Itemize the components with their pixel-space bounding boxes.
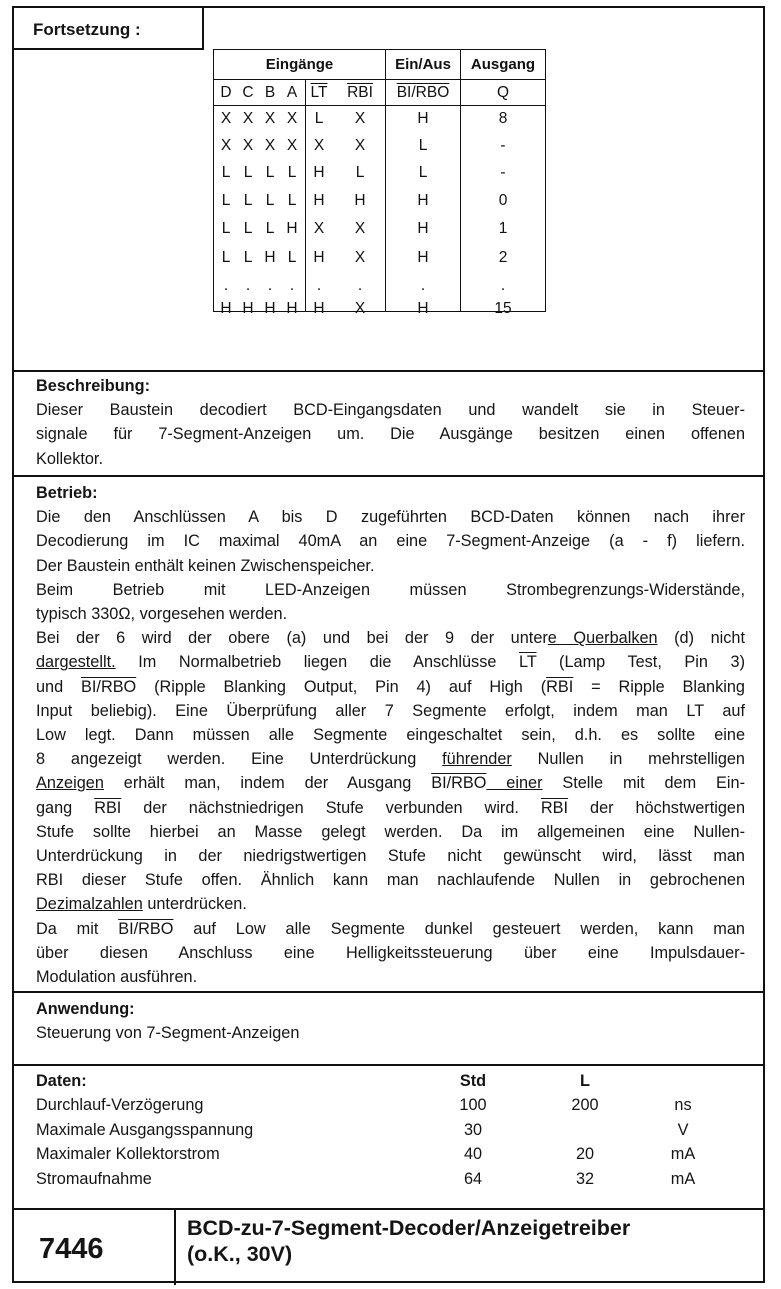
truth-table-cell: H — [242, 300, 254, 317]
betrieb-line: Beim Betrieb mit LED-Anzeigen müssen Strombegrenzungs-Widerstände, — [36, 580, 745, 599]
daten-l: 200 — [571, 1096, 599, 1114]
col-b: B — [264, 84, 276, 101]
truth-table-cell: X — [242, 137, 254, 154]
truth-table-cell: L — [265, 220, 275, 237]
beschreibung-line: Dieser Baustein decodiert BCD-Eingangsdaten und wandelt sie in Steuer- — [36, 401, 745, 420]
truth-table-cell: L — [243, 164, 253, 181]
truth-table — [213, 49, 546, 317]
truth-table-cell: X — [242, 110, 254, 127]
col-std-header: Std — [459, 1072, 487, 1090]
beschreibung-section — [36, 374, 745, 471]
truth-table-cell: H — [417, 220, 429, 237]
daten-unit: mA — [670, 1145, 696, 1163]
truth-table-cell: L — [221, 220, 231, 237]
daten-unit: V — [677, 1120, 689, 1139]
truth-table-cell: X — [286, 110, 298, 127]
truth-table-cell: . — [223, 277, 229, 294]
truth-table-cell: H — [313, 192, 325, 209]
betrieb-line: dargestellt. Im Normalbetrieb liegen die Anschlüsse $\overline{LT}$ (Lamp Test, Pin 3) — [36, 653, 745, 672]
betrieb-line: Low legt. Dann müssen alle Segmente eingeschaltet sein, d.h. es sollte eine — [36, 726, 745, 745]
betrieb-line: gang $\overline{RBI}$ der nächstniedrigen Stufe verbunden wird. $\overline{RBI}$ der höchstwertigen — [36, 798, 746, 817]
daten-label: Maximale Ausgangsspannung — [36, 1120, 254, 1139]
betrieb-title: Betrieb: — [36, 484, 98, 502]
truth-table-cell: L — [355, 164, 365, 181]
truth-table-cell: H — [417, 192, 429, 209]
truth-table-cell: . — [420, 277, 426, 294]
daten-label: Maximaler Kollektorstrom — [36, 1145, 220, 1163]
truth-table-cell: L — [221, 164, 231, 181]
betrieb-line: Bei der 6 wird der obere (a) und bei der 9 der untere Querbalken (d) nicht — [36, 629, 745, 648]
part-title: BCD-zu-7-Segment-Decoder/Anzeigetreiber (o.K., 30V) — [187, 1216, 631, 1266]
daten-row — [36, 1121, 736, 1145]
col-q: Q — [461, 80, 546, 106]
truth-table-cell: H — [417, 110, 429, 127]
truth-table-cell: X — [354, 137, 366, 154]
betrieb-line: Unterdrückung in der niedrigstwertigen Stufe nicht gewünscht wird, lässt man — [36, 847, 745, 866]
truth-table-cell: H — [417, 249, 429, 266]
betrieb-line: typisch 330Ω, vorgesehen werden. — [36, 605, 288, 624]
daten-l: 32 — [575, 1169, 595, 1188]
truth-table-cell: L — [287, 192, 297, 209]
truth-table-cell: 15 — [494, 300, 512, 317]
truth-table-cell: X — [354, 300, 366, 317]
truth-table-cell: H — [313, 164, 325, 181]
daten-row — [36, 1096, 736, 1120]
daten-std: 40 — [463, 1145, 483, 1163]
truth-table-cell: L — [265, 192, 275, 209]
truth-table-cell: H — [417, 300, 429, 317]
truth-table-cell: H — [286, 300, 298, 317]
daten-std: 30 — [463, 1120, 483, 1139]
truth-table-cell: H — [220, 300, 232, 317]
truth-table-cell: H — [286, 220, 298, 237]
truth-table-cell: 8 — [498, 110, 508, 127]
continuation-label: Fortsetzung : — [14, 8, 204, 50]
truth-table-cell: . — [500, 277, 506, 294]
anwendung-text: Steuerung von 7-Segment-Anzeigen — [36, 1024, 300, 1043]
truth-table-cell: 1 — [498, 220, 508, 237]
truth-table-cell: L — [243, 220, 253, 237]
beschreibung-title: Beschreibung: — [36, 377, 150, 395]
daten-title: Daten: — [36, 1072, 87, 1090]
daten-unit: mA — [670, 1169, 696, 1188]
truth-table-cell: X — [354, 110, 366, 127]
truth-table-cell: - — [500, 164, 506, 181]
input-column-headers — [214, 80, 386, 106]
beschreibung-line: signale für 7-Segment-Anzeigen um. Die Ausgänge besitzen einen offenen — [36, 425, 745, 444]
truth-table-cell: H — [313, 300, 325, 317]
betrieb-line: Decodierung im IC maximal 40mA an eine 7-Segment-Anzeige (a - f) liefern. — [36, 532, 745, 551]
betrieb-line: Dezimalzahlen unterdrücken. — [36, 895, 247, 914]
col-bi-rbo: BI/RBO — [386, 80, 461, 106]
truth-table-cell: H — [264, 300, 276, 317]
daten-label: Stromaufnahme — [36, 1169, 152, 1188]
io-group-header: Ein/Aus — [386, 50, 461, 80]
truth-table-cell: L — [243, 249, 253, 266]
truth-table-cell: X — [264, 137, 276, 154]
truth-table-cell: X — [220, 137, 232, 154]
truth-table-cell: X — [220, 110, 232, 127]
truth-table-cell: X — [264, 110, 276, 127]
daten-row — [36, 1170, 736, 1194]
truth-table-cell: X — [286, 137, 298, 154]
truth-table-cell: 0 — [498, 192, 508, 209]
truth-table-cell: X — [313, 137, 325, 154]
betrieb-line: RBI dieser Stufe offen. Ähnlich kann man nachlaufende Nullen in gebrochenen — [36, 871, 745, 890]
betrieb-line: Input beliebig). Eine Überprüfung aller 7 Segmente erfolgt, indem man LT auf — [36, 701, 745, 720]
col-l-header: L — [580, 1072, 590, 1090]
truth-table-io — [386, 106, 461, 317]
output-group-header: Ausgang — [461, 50, 546, 80]
truth-table-cell: H — [264, 249, 276, 266]
daten-std: 100 — [459, 1096, 487, 1114]
truth-table-cell: L — [418, 137, 428, 154]
betrieb-line: und BI/RBO (Ripple Blanking Output, Pin 4) auf High ($\overline{RBI}$ = Ripple Blanking — [36, 677, 745, 696]
betrieb-section — [36, 481, 745, 989]
beschreibung-line: Kollektor. — [36, 449, 103, 468]
betrieb-line: Anzeigen erhält man, indem der Ausgang BI/RBO einer Stelle mit dem Ein- — [36, 774, 745, 793]
truth-table-cell: X — [313, 220, 325, 237]
betrieb-line: Der Baustein enthält keinen Zwischenspeicher. — [36, 556, 375, 575]
col-rbi: $\overline{RBI}$ — [347, 84, 373, 101]
truth-table-cell: L — [265, 164, 275, 181]
truth-table-cell: . — [245, 277, 251, 294]
anwendung-section — [36, 997, 745, 1045]
truth-table-cell: L — [287, 249, 297, 266]
truth-table-cell: 2 — [498, 249, 508, 266]
inputs-group-header: Eingänge — [214, 50, 386, 80]
truth-table-cell: . — [357, 277, 363, 294]
col-lt: $\overline{LT}$ — [310, 84, 328, 101]
truth-table-cell: - — [500, 137, 506, 154]
truth-table-cell: L — [418, 164, 428, 181]
truth-table-cell: L — [221, 249, 231, 266]
col-d: D — [220, 84, 232, 101]
betrieb-line: über diesen Anschluss eine Helligkeitssteuerung über eine Impulsdauer- — [36, 943, 745, 962]
betrieb-line: Die den Anschlüssen A bis D zugeführten BCD-Daten können nach ihrer — [36, 508, 745, 527]
daten-std: 64 — [463, 1169, 483, 1188]
truth-table-cell: . — [316, 277, 322, 294]
col-c: C — [242, 84, 254, 101]
anwendung-title: Anwendung: — [36, 1000, 135, 1018]
truth-table-cell: X — [354, 249, 366, 266]
truth-table-cell: L — [287, 164, 297, 181]
daten-label: Durchlauf-Verzögerung — [36, 1096, 204, 1114]
truth-table-cell: . — [267, 277, 273, 294]
truth-table-q — [461, 106, 546, 317]
truth-table-cell: H — [313, 249, 325, 266]
daten-unit: ns — [674, 1096, 692, 1114]
truth-table-cell: L — [314, 110, 324, 127]
truth-table-cell: X — [354, 220, 366, 237]
truth-table-inputs — [214, 106, 386, 317]
truth-table-cell: H — [354, 192, 366, 209]
betrieb-line: Modulation ausführen. — [36, 968, 198, 987]
truth-table-cell: . — [289, 277, 295, 294]
truth-table-cell: L — [243, 192, 253, 209]
col-a: A — [286, 84, 298, 101]
part-number: 7446 — [39, 1233, 104, 1265]
daten-row — [36, 1145, 736, 1169]
betrieb-line: 8 angezeigt werden. Eine Unterdrückung führender Nullen in mehrstelligen — [36, 750, 745, 769]
betrieb-line: Da mit BI/RBO auf Low alle Segmente dunkel gesteuert werden, kann man — [36, 919, 745, 938]
datasheet-frame — [12, 6, 765, 1283]
betrieb-line: Stufe sollte hierbei an Masse gelegt werden. Da im allgemeinen eine Nullen- — [36, 822, 745, 841]
daten-l: 20 — [575, 1145, 595, 1163]
truth-table-cell: L — [221, 192, 231, 209]
